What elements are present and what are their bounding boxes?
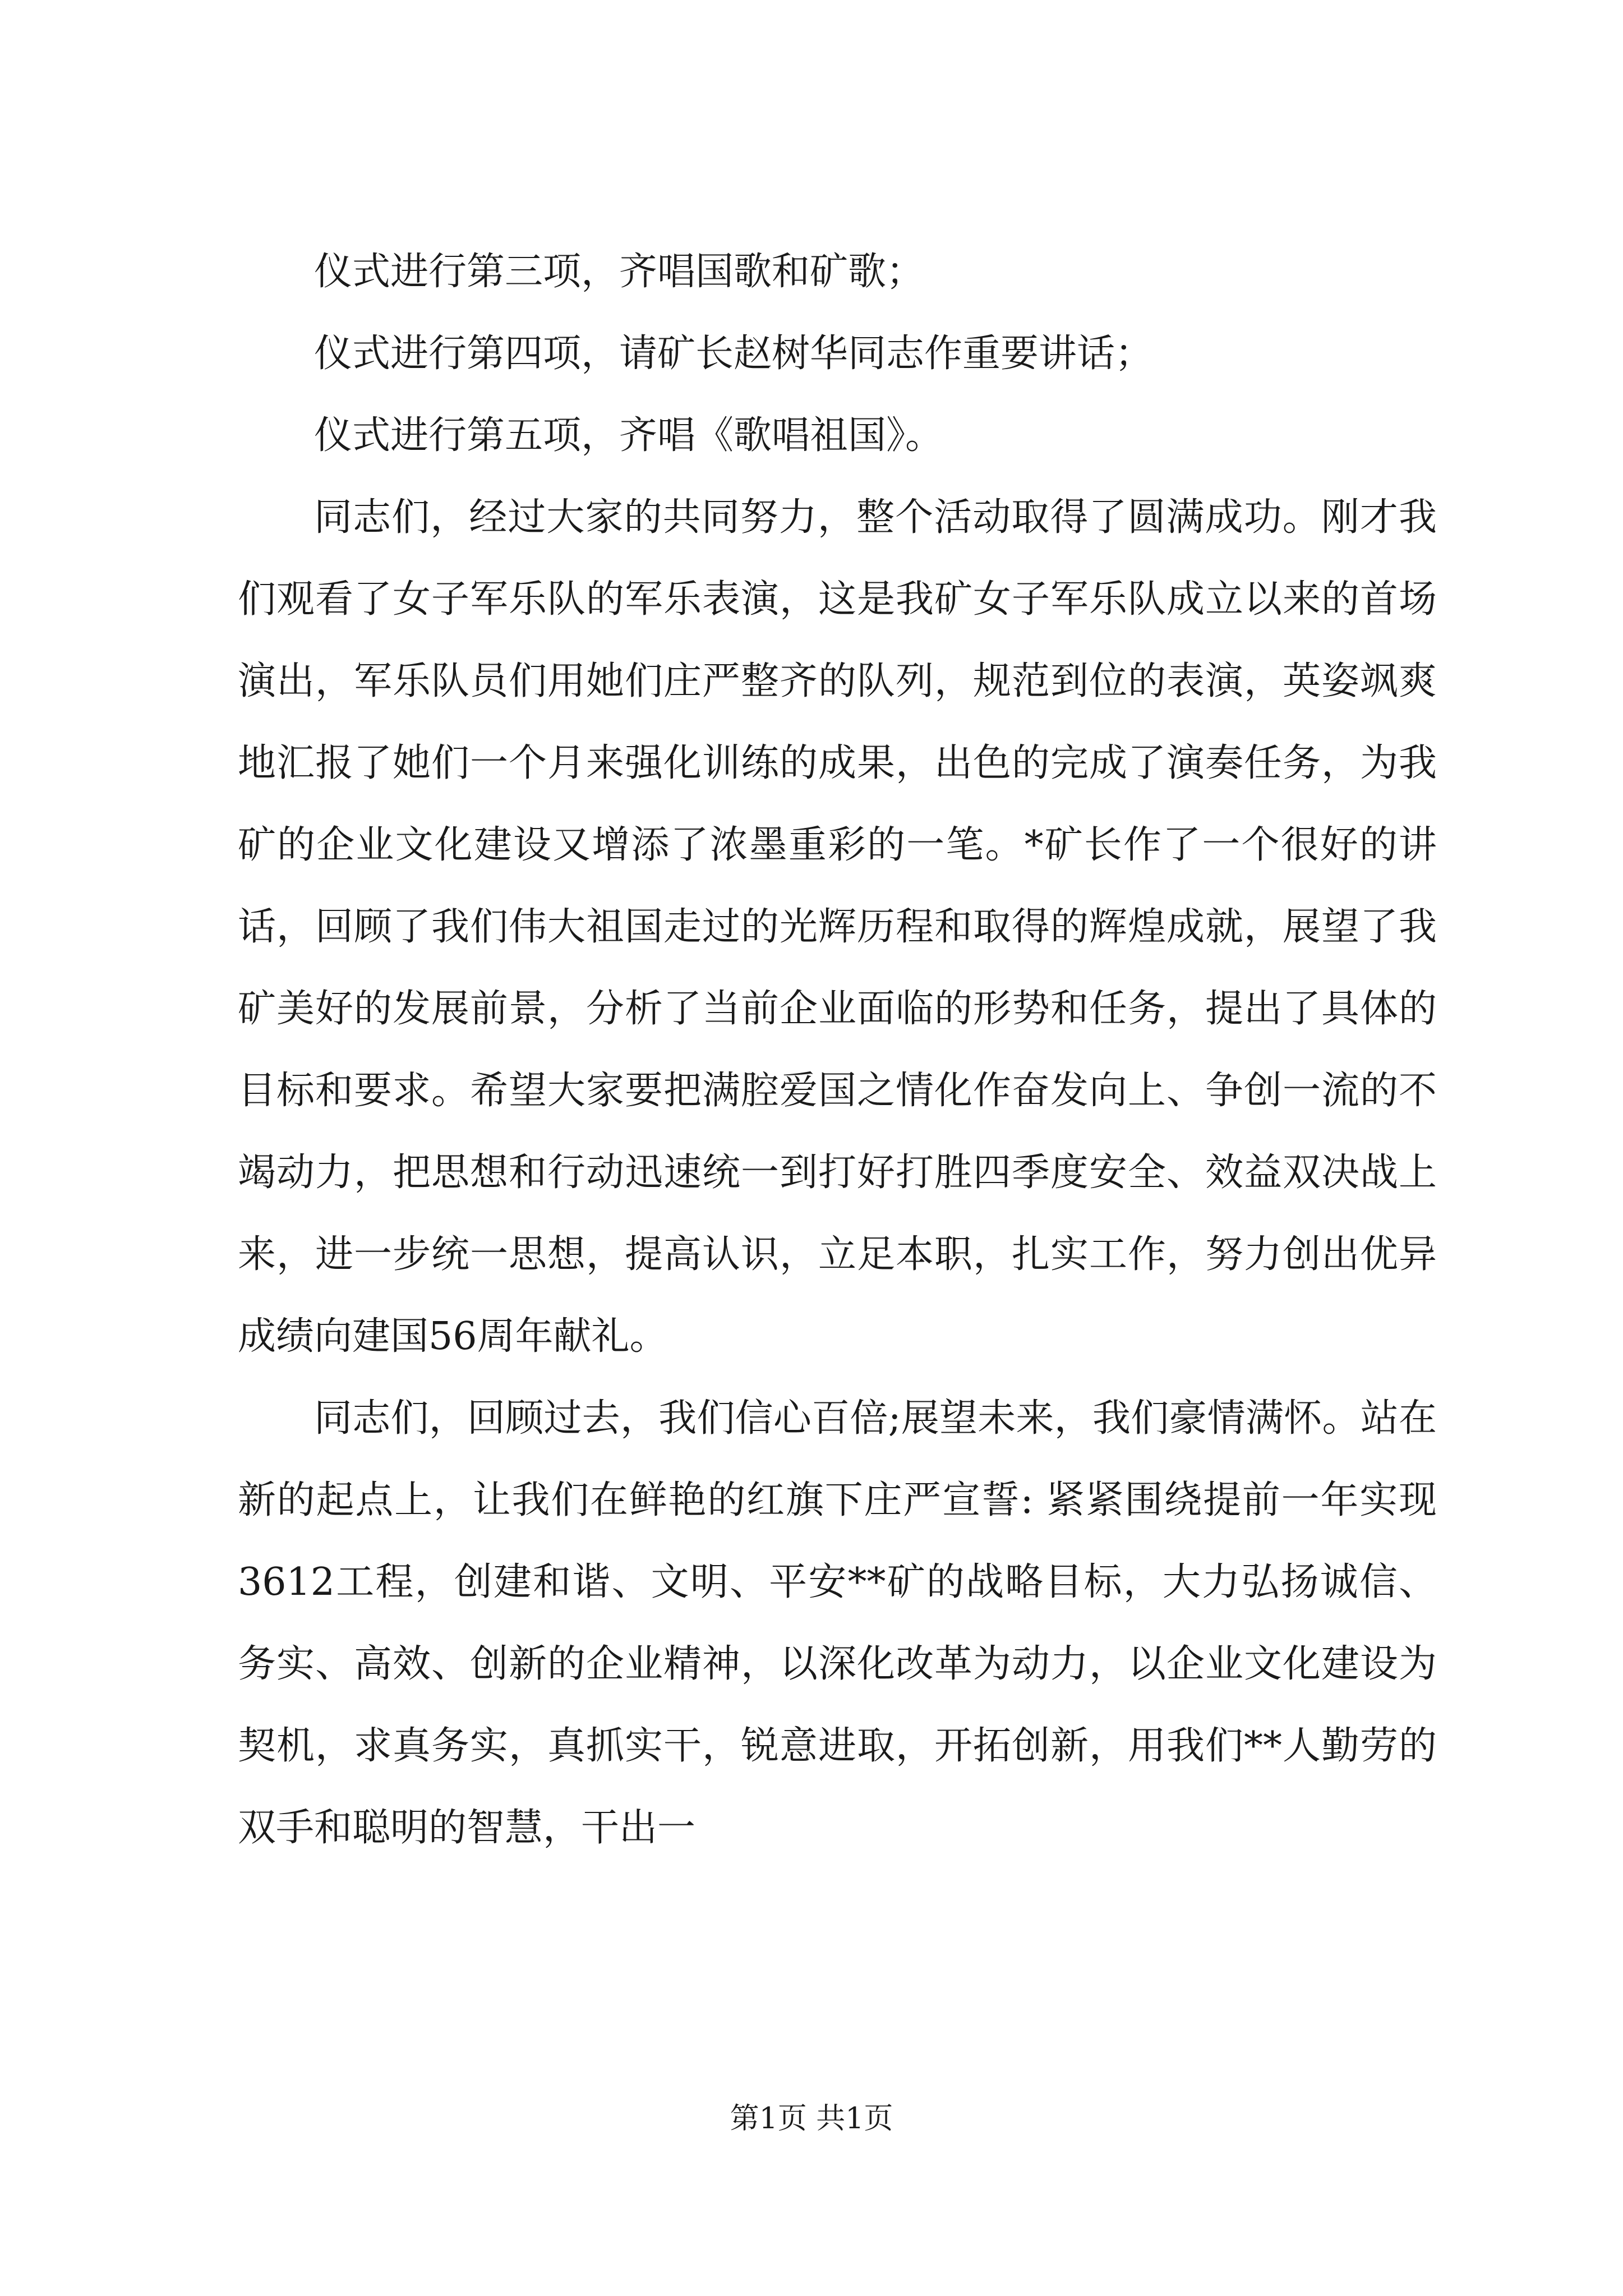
- paragraph-pledge: 同志们，回顾过去，我们信心百倍;展望未来，我们豪情满怀。站在新的起点上，让我们在鲜艳的红旗下庄严宣誓: 紧紧围绕提前一年实现3612工程，创建和谐、文明、平安**矿的战略目标，大力弘扬诚信、务实、高效、创新的企业精神，以深化改革为动力，以企业文化建设为契机，求真务实，真抓实干，锐意进取，开拓创新，用我们**人勤劳的双手和聪明的智慧，干出一: [238, 1396, 1437, 1850]
- page-footer: 第1页 共1页: [730, 2102, 893, 2136]
- paragraph-item-3: 仪式进行第三项，齐唱国歌和矿歌；: [314, 250, 925, 294]
- paragraph-item-4: 仪式进行第四项，请矿长赵树华同志作重要讲话；: [314, 332, 1154, 376]
- paragraph-item-5: 仪式进行第五项，齐唱《歌唱祖国》。: [314, 413, 944, 458]
- paragraph-summary: 同志们，经过大家的共同努力，整个活动取得了圆满成功。刚才我们观看了女子军乐队的军乐表演，这是我矿女子军乐队成立以来的首场演出，军乐队员们用她们庄严整齐的队列，规范到位的表演，英姿飒爽地汇报了她们一个月来强化训练的成果，出色的完成了演奏任务，为我矿的企业文化建设又增添了浓墨重彩的一笔。*矿长作了一个很好的讲话，回顾了我们伟大祖国走过的光辉历程和取得的辉煌成就，展望了我矿美好的发展前景，分析了当前企业面临的形势和任务，提出了具体的目标和要求。希望大家要把满腔爱国之情化作奋发向上、争创一流的不竭动力，把思想和行动迅速统一到打好打胜四季度安全、效益双决战上来，进一步统一思想，提高认识，立足本职，扎实工作，努力创出优异成绩向建国56周年献礼。: [238, 495, 1437, 1359]
- document-body: [238, 231, 1437, 1869]
